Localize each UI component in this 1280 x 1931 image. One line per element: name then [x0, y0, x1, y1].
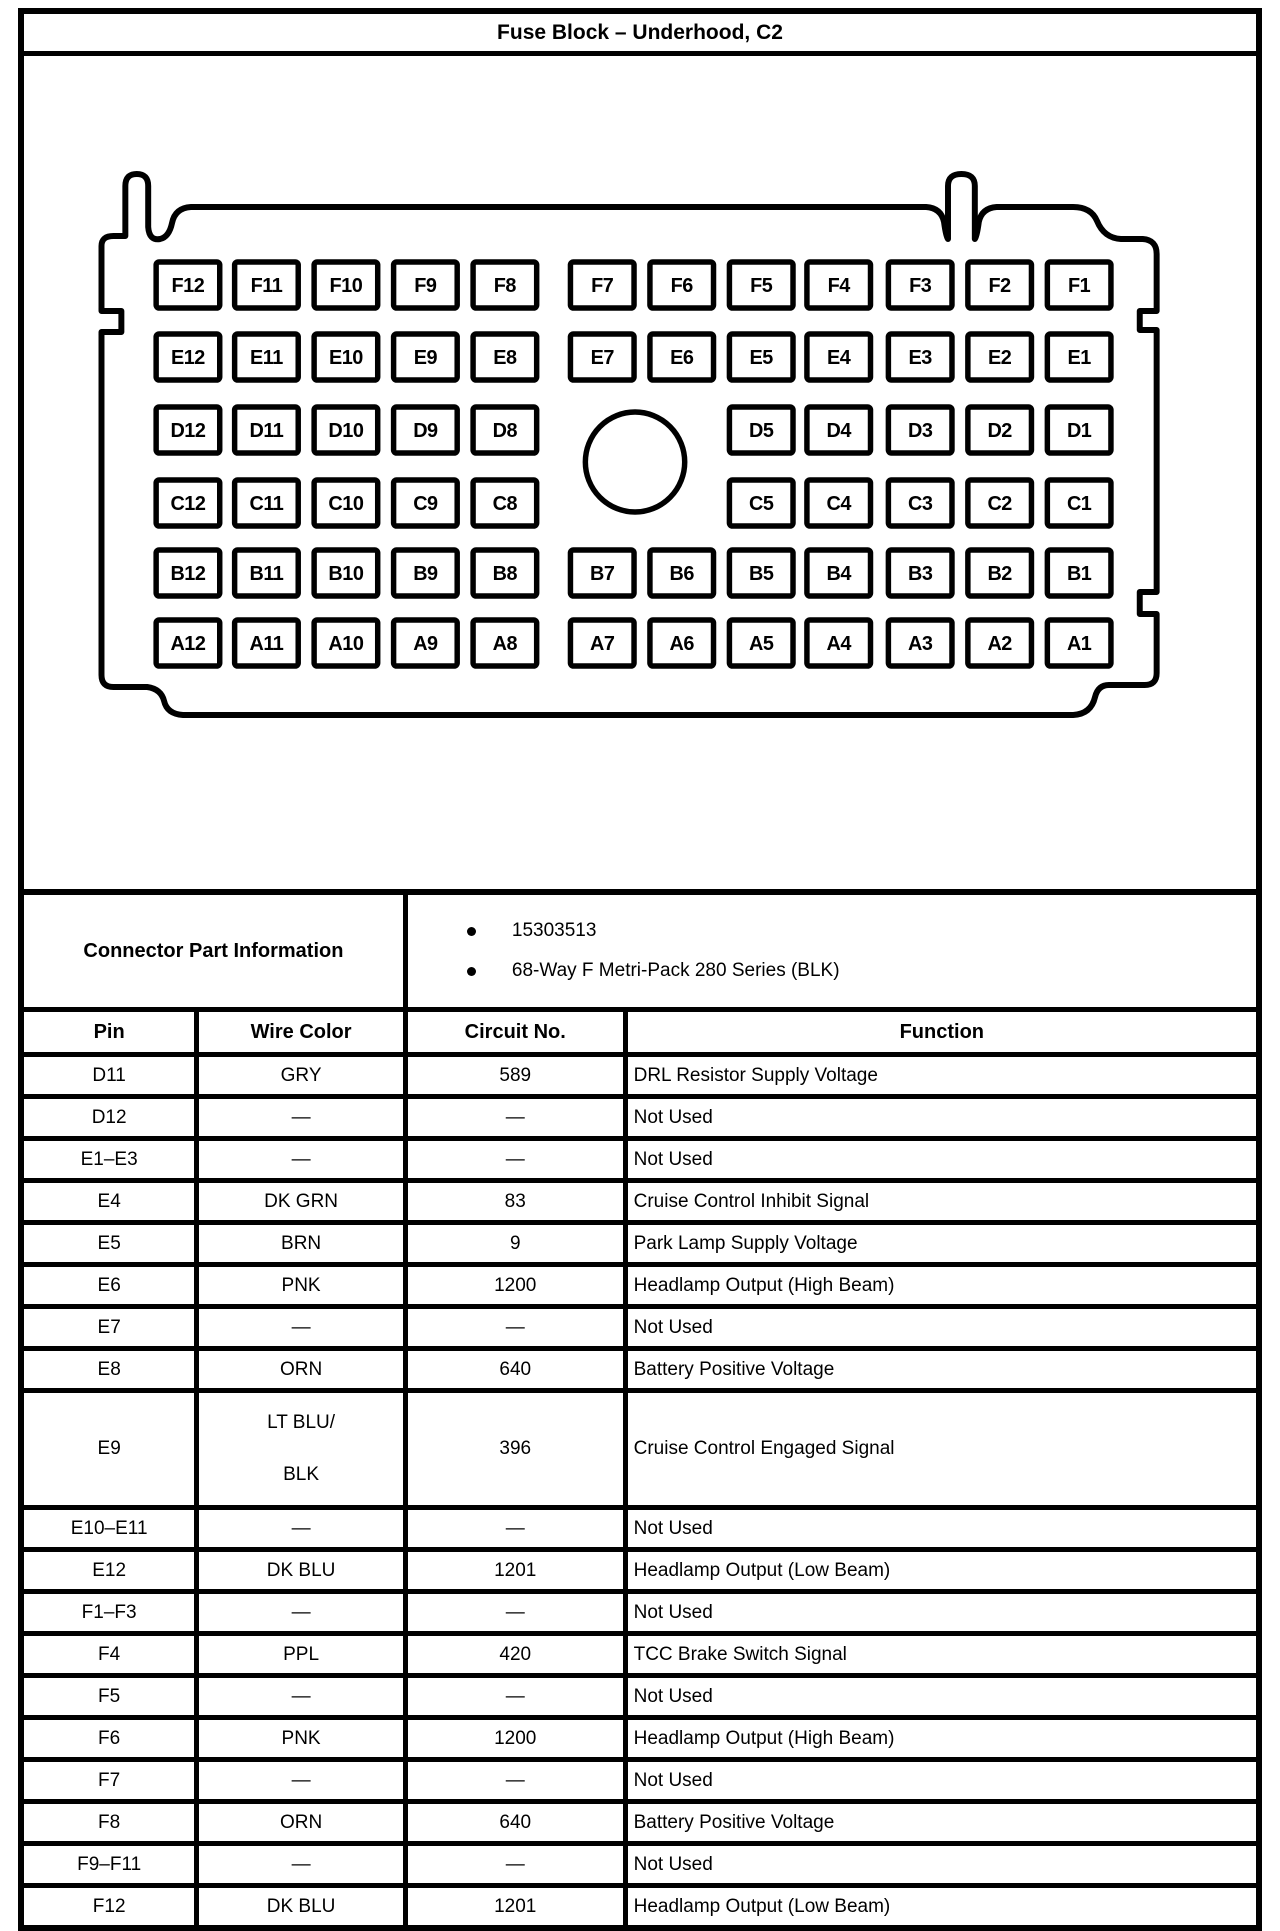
wire-color-cell: LT BLU/ BLK [197, 1391, 406, 1508]
pin-cell: E6 [21, 1265, 197, 1307]
pin-A12 [156, 620, 220, 666]
svg-text:C2: C2 [987, 492, 1012, 516]
table-row-E6 [21, 1265, 1259, 1307]
pin-B3 [888, 550, 952, 596]
svg-text:D3: D3 [907, 419, 933, 443]
circuit-cell: 589 [405, 1055, 625, 1097]
pin-E8 [473, 334, 537, 380]
function-cell: Not Used [625, 1508, 1259, 1550]
bullet-icon [467, 927, 476, 936]
pin-cell: F1–F3 [21, 1592, 197, 1634]
circuit-cell: 1201 [405, 1550, 625, 1592]
svg-text:A7: A7 [590, 632, 615, 656]
wire-color-cell: — [197, 1592, 406, 1634]
pin-C3 [888, 480, 952, 526]
svg-text:D4: D4 [826, 419, 851, 443]
pin-C11 [235, 480, 299, 526]
svg-text:F8: F8 [493, 274, 516, 298]
pin-A4 [807, 620, 871, 666]
svg-text:F4: F4 [827, 274, 850, 298]
bullet-icon [467, 967, 476, 976]
svg-text:E9: E9 [413, 346, 438, 370]
svg-text:C9: C9 [413, 492, 438, 516]
wire-color-cell: — [197, 1676, 406, 1718]
pin-C1 [1047, 480, 1111, 526]
pin-D5 [729, 407, 793, 453]
pin-E4 [807, 334, 871, 380]
svg-text:A9: A9 [413, 632, 438, 656]
svg-text:A12: A12 [170, 632, 206, 656]
pin-A10 [314, 620, 378, 666]
pin-E5 [729, 334, 793, 380]
function-cell: Not Used [625, 1844, 1259, 1886]
svg-text:D8: D8 [492, 419, 518, 443]
circuit-cell: — [405, 1139, 625, 1181]
svg-text:B9: B9 [413, 562, 438, 586]
connector-part-info-label: Connector Part Information [21, 892, 405, 1010]
table-row-F4 [21, 1634, 1259, 1676]
wire-color-cell: PNK [197, 1265, 406, 1307]
pin-cell: E8 [21, 1349, 197, 1391]
pin-A9 [394, 620, 458, 666]
svg-text:C10: C10 [328, 492, 364, 516]
svg-text:C3: C3 [907, 492, 933, 516]
pin-B9 [394, 550, 458, 596]
pin-B6 [650, 550, 714, 596]
function-cell: DRL Resistor Supply Voltage [625, 1055, 1259, 1097]
table-row-F7 [21, 1760, 1259, 1802]
function-cell: Not Used [625, 1676, 1259, 1718]
svg-text:E5: E5 [749, 346, 773, 370]
pin-A3 [888, 620, 952, 666]
svg-text:F12: F12 [171, 274, 205, 298]
pin-E10 [314, 334, 378, 380]
pin-F6 [650, 262, 714, 308]
svg-text:B6: B6 [669, 562, 694, 586]
col-header-pin: Pin [21, 1010, 197, 1055]
pin-F9 [394, 262, 458, 308]
pin-B1 [1047, 550, 1111, 596]
function-cell: Not Used [625, 1307, 1259, 1349]
svg-text:F1: F1 [1068, 274, 1091, 298]
pin-B2 [968, 550, 1032, 596]
table-row-D11 [21, 1055, 1259, 1097]
function-cell: Battery Positive Voltage [625, 1802, 1259, 1844]
pin-C10 [314, 480, 378, 526]
pin-cell: E4 [21, 1181, 197, 1223]
svg-text:E3: E3 [908, 346, 932, 370]
circuit-cell: 640 [405, 1349, 625, 1391]
wire-color-cell: — [197, 1844, 406, 1886]
svg-text:E4: E4 [827, 346, 851, 370]
table-row-E10–E11 [21, 1508, 1259, 1550]
pin-C12 [156, 480, 220, 526]
svg-text:A3: A3 [907, 632, 933, 656]
svg-text:B11: B11 [249, 562, 284, 586]
pin-F5 [729, 262, 793, 308]
circuit-cell: 396 [405, 1391, 625, 1508]
circuit-cell: 420 [405, 1634, 625, 1676]
svg-text:D9: D9 [413, 419, 438, 443]
col-header-circuit-no: Circuit No. [405, 1010, 625, 1055]
svg-text:F9: F9 [414, 274, 437, 298]
svg-text:B5: B5 [749, 562, 774, 586]
table-row-F6 [21, 1718, 1259, 1760]
pin-A6 [650, 620, 714, 666]
pin-cell: D12 [21, 1097, 197, 1139]
svg-text:A1: A1 [1066, 632, 1092, 656]
pin-B8 [473, 550, 537, 596]
connector-series: 68-Way F Metri-Pack 280 Series (BLK) [511, 960, 840, 981]
circuit-cell: 1201 [405, 1886, 625, 1929]
pin-D4 [807, 407, 871, 453]
pin-C8 [473, 480, 537, 526]
svg-text:C12: C12 [170, 492, 206, 516]
pin-F12 [156, 262, 220, 308]
svg-text:E6: E6 [670, 346, 694, 370]
pin-F2 [968, 262, 1032, 308]
table-row-F8 [21, 1802, 1259, 1844]
table-row-E8 [21, 1349, 1259, 1391]
svg-text:F5: F5 [750, 274, 773, 298]
circuit-cell: 83 [405, 1181, 625, 1223]
circuit-cell: 9 [405, 1223, 625, 1265]
pin-F7 [570, 262, 634, 308]
pin-A7 [570, 620, 634, 666]
function-cell: Not Used [625, 1097, 1259, 1139]
svg-text:E11: E11 [250, 346, 283, 370]
table-row-D12 [21, 1097, 1259, 1139]
table-header-row [21, 1010, 1259, 1055]
pin-B12 [156, 550, 220, 596]
wire-color-cell: — [197, 1097, 406, 1139]
circuit-cell: — [405, 1676, 625, 1718]
function-cell: Headlamp Output (High Beam) [625, 1265, 1259, 1307]
pin-B7 [570, 550, 634, 596]
wire-color-cell: — [197, 1760, 406, 1802]
wire-color-cell: DK BLU [197, 1886, 406, 1929]
svg-text:B4: B4 [826, 562, 851, 586]
page-title: Fuse Block – Underhood, C2 [18, 8, 1262, 56]
pin-E12 [156, 334, 220, 380]
svg-text:A10: A10 [328, 632, 364, 656]
svg-text:C8: C8 [492, 492, 518, 516]
circuit-cell: — [405, 1508, 625, 1550]
col-header-function: Function [625, 1010, 1259, 1055]
svg-text:D11: D11 [249, 419, 284, 443]
table-row-E7 [21, 1307, 1259, 1349]
pin-E9 [394, 334, 458, 380]
svg-text:A2: A2 [987, 632, 1012, 656]
circuit-cell: 1200 [405, 1718, 625, 1760]
function-cell: Not Used [625, 1139, 1259, 1181]
svg-text:E12: E12 [171, 346, 205, 370]
connector-diagram [18, 56, 1262, 889]
svg-text:C5: C5 [749, 492, 774, 516]
pin-cell: F12 [21, 1886, 197, 1929]
pin-D10 [314, 407, 378, 453]
pin-cell: F9–F11 [21, 1844, 197, 1886]
connector-part-info-items [405, 892, 1259, 1010]
wire-color-cell: ORN [197, 1802, 406, 1844]
pin-cell: E7 [21, 1307, 197, 1349]
pin-cell: E1–E3 [21, 1139, 197, 1181]
svg-text:A6: A6 [669, 632, 694, 656]
svg-text:E10: E10 [328, 346, 363, 370]
pin-C2 [968, 480, 1032, 526]
connector-part-info-row [21, 892, 1259, 1010]
circuit-cell: — [405, 1760, 625, 1802]
wire-color-cell: PNK [197, 1718, 406, 1760]
wire-color-cell: ORN [197, 1349, 406, 1391]
pin-D3 [888, 407, 952, 453]
table-row-F12 [21, 1886, 1259, 1929]
pin-D12 [156, 407, 220, 453]
col-header-wire-color: Wire Color [197, 1010, 406, 1055]
circuit-cell: — [405, 1592, 625, 1634]
svg-text:E7: E7 [590, 346, 614, 370]
svg-text:A5: A5 [749, 632, 774, 656]
svg-text:C1: C1 [1066, 492, 1092, 516]
pin-E6 [650, 334, 714, 380]
circuit-cell: — [405, 1097, 625, 1139]
pin-E3 [888, 334, 952, 380]
pin-A1 [1047, 620, 1111, 666]
table-row-F5 [21, 1676, 1259, 1718]
svg-text:D1: D1 [1066, 419, 1092, 443]
table-row-E4 [21, 1181, 1259, 1223]
svg-text:D2: D2 [987, 419, 1012, 443]
function-cell: Cruise Control Inhibit Signal [625, 1181, 1259, 1223]
pin-B5 [729, 550, 793, 596]
svg-text:B10: B10 [328, 562, 364, 586]
table-row-E5 [21, 1223, 1259, 1265]
wire-color-cell: DK GRN [197, 1181, 406, 1223]
svg-text:B1: B1 [1066, 562, 1092, 586]
pin-D11 [235, 407, 299, 453]
table-row-F9–F11 [21, 1844, 1259, 1886]
svg-text:E8: E8 [493, 346, 517, 370]
pin-A11 [235, 620, 299, 666]
pin-cell: F6 [21, 1718, 197, 1760]
svg-text:E2: E2 [988, 346, 1012, 370]
pin-E2 [968, 334, 1032, 380]
connector-diagram-canvas [24, 56, 1256, 889]
pin-cell: F8 [21, 1802, 197, 1844]
pin-A2 [968, 620, 1032, 666]
pin-grid [156, 262, 1111, 666]
wire-color-cell: — [197, 1307, 406, 1349]
function-cell: Headlamp Output (High Beam) [625, 1718, 1259, 1760]
pin-E7 [570, 334, 634, 380]
table-row-E1–E3 [21, 1139, 1259, 1181]
part-number-item [409, 911, 1255, 951]
svg-text:F11: F11 [250, 274, 283, 298]
circuit-cell: 640 [405, 1802, 625, 1844]
pin-cell: E5 [21, 1223, 197, 1265]
part-number: 15303513 [511, 920, 597, 941]
function-cell: Cruise Control Engaged Signal [625, 1391, 1259, 1508]
pin-B10 [314, 550, 378, 596]
pin-cell: E9 [21, 1391, 197, 1508]
circuit-cell: — [405, 1307, 625, 1349]
pin-C5 [729, 480, 793, 526]
svg-text:B12: B12 [170, 562, 206, 586]
function-cell: Not Used [625, 1760, 1259, 1802]
function-cell: Headlamp Output (Low Beam) [625, 1550, 1259, 1592]
svg-text:B3: B3 [907, 562, 933, 586]
pin-C9 [394, 480, 458, 526]
wire-color-cell: — [197, 1139, 406, 1181]
pin-cell: F5 [21, 1676, 197, 1718]
circuit-cell: 1200 [405, 1265, 625, 1307]
pin-E1 [1047, 334, 1111, 380]
wire-color-cell: BRN [197, 1223, 406, 1265]
pin-F8 [473, 262, 537, 308]
function-cell: TCC Brake Switch Signal [625, 1634, 1259, 1676]
pin-D9 [394, 407, 458, 453]
wire-color-cell: PPL [197, 1634, 406, 1676]
pin-F1 [1047, 262, 1111, 308]
pin-A5 [729, 620, 793, 666]
wire-color-cell: DK BLU [197, 1550, 406, 1592]
svg-text:A8: A8 [492, 632, 518, 656]
svg-text:F7: F7 [591, 274, 614, 298]
wire-color-cell: GRY [197, 1055, 406, 1097]
pinout-table [18, 889, 1262, 1931]
svg-text:B2: B2 [987, 562, 1012, 586]
function-cell: Not Used [625, 1592, 1259, 1634]
svg-text:E1: E1 [1067, 346, 1091, 370]
svg-text:D12: D12 [170, 419, 206, 443]
function-cell: Headlamp Output (Low Beam) [625, 1886, 1259, 1929]
pin-C4 [807, 480, 871, 526]
pin-D2 [968, 407, 1032, 453]
svg-text:B8: B8 [492, 562, 518, 586]
pin-cell: E10–E11 [21, 1508, 197, 1550]
svg-text:B7: B7 [590, 562, 615, 586]
pin-A8 [473, 620, 537, 666]
pin-D8 [473, 407, 537, 453]
svg-text:F2: F2 [988, 274, 1011, 298]
table-row-F1–F3 [21, 1592, 1259, 1634]
pin-D1 [1047, 407, 1111, 453]
svg-text:D10: D10 [328, 419, 364, 443]
svg-text:C4: C4 [826, 492, 851, 516]
pin-B11 [235, 550, 299, 596]
pin-F10 [314, 262, 378, 308]
locator-hole [585, 412, 684, 512]
svg-text:A4: A4 [826, 632, 851, 656]
function-cell: Park Lamp Supply Voltage [625, 1223, 1259, 1265]
pin-E11 [235, 334, 299, 380]
table-row-E12 [21, 1550, 1259, 1592]
function-cell: Battery Positive Voltage [625, 1349, 1259, 1391]
table-row-E9 [21, 1391, 1259, 1508]
svg-text:F3: F3 [909, 274, 932, 298]
wire-color-cell: — [197, 1508, 406, 1550]
connector-series-item [409, 951, 1255, 991]
pin-cell: D11 [21, 1055, 197, 1097]
pin-cell: F4 [21, 1634, 197, 1676]
pin-cell: E12 [21, 1550, 197, 1592]
svg-text:C11: C11 [249, 492, 284, 516]
svg-text:A11: A11 [249, 632, 284, 656]
pin-B4 [807, 550, 871, 596]
pin-cell: F7 [21, 1760, 197, 1802]
pin-F3 [888, 262, 952, 308]
circuit-cell: — [405, 1844, 625, 1886]
pin-F11 [235, 262, 299, 308]
svg-text:D5: D5 [749, 419, 774, 443]
svg-text:F6: F6 [670, 274, 693, 298]
pin-F4 [807, 262, 871, 308]
svg-text:F10: F10 [329, 274, 363, 298]
